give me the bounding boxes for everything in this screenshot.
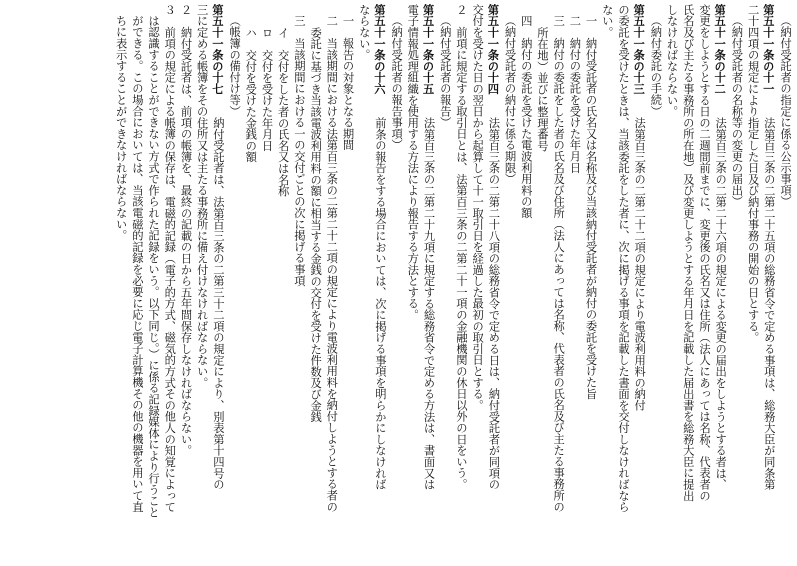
- text-line: ならない。: [357, 4, 371, 61]
- text-line: しなければならない。: [665, 4, 679, 117]
- text-line: ない。: [600, 4, 614, 38]
- article-heading: 第五十一条の十三: [632, 4, 647, 95]
- text-line: 電子情報処理組織を使用する方法により報告する方法とする。: [406, 4, 420, 321]
- text-line: ２ 前項に規定する取引日とは、法第百三条の二第二十一項の金融機関の休日以外の日をいう。: [454, 4, 468, 490]
- text-line: （納付受託者の名称等の変更の届出）: [730, 15, 744, 208]
- article-text: 前条の報告をする場合においては、次に掲げる事項を明らかにしなければ: [373, 117, 387, 490]
- article-line: [420, 4, 436, 560]
- text-line: ２ 納付受託者は、前項の帳簿を、最終の記載の日から五年間保存しなければならない。: [179, 4, 193, 456]
- text-line: 所在地）並びに整理番号: [535, 26, 549, 151]
- text-line: ができる。この場合においては、当該電磁的記録を必要に応じ電子計算機その他の機器を用いて直: [130, 15, 144, 513]
- text-line: 三に定める帳簿をその住所又は主たる事務所に備え付けなければならない。: [195, 4, 209, 389]
- text-line: 一 報告の対象となる期間: [341, 15, 355, 151]
- text-line: 委託に基づき当該電波利用料の額に相当する金銭の交付を受けた件数及び金銭: [309, 26, 323, 423]
- text-line: 三 当該期間における一の交付ごとの次に掲げる事項: [292, 15, 306, 287]
- text-line: イ 交付をした者の氏名又は名称: [276, 26, 290, 197]
- text-line: 二 当該期間における法第百三条の二第二十二項の規定により電波利用料を納付しようとする者の: [325, 15, 339, 513]
- text-line: （納付委託の手続）: [649, 15, 663, 117]
- article-text: 法第百三条の二第二十六項の規定による変更の届出をしようとする者は、: [714, 117, 728, 490]
- article-text: 納付受託者は、法第百三条の二第三十二項の規定により、別表第十四号の: [211, 117, 225, 490]
- text-line: （納付受託者の報告）: [438, 15, 452, 129]
- article-heading: 第五十一条の十六: [372, 4, 387, 95]
- text-line: は認識することができない方式で作られた記録をいう。以下同じ。）に係る記録媒体により行うこと: [147, 15, 161, 519]
- article-text: 法第百三条の二第二十五項の総務省令で定める事項は、総務大臣が同条第: [762, 117, 776, 490]
- text-line: 変更をしようとする日の二週間前までに、変更後の氏名又は住所（法人にあっては名称、代表者の: [697, 4, 711, 502]
- article-line: [372, 4, 388, 560]
- text-line: ちに表示することができなければならない。: [114, 15, 128, 242]
- article-line: [210, 4, 226, 560]
- article-heading: 第五十一条の十一: [761, 4, 776, 95]
- article-line: [761, 4, 777, 560]
- text-line: 三 納付の委託をした者の氏名及び住所（法人にあっては名称、代表者の氏名及び主たる事務所の: [552, 15, 566, 513]
- article-line: [631, 4, 647, 560]
- article-heading: 第五十一条の十五: [421, 4, 436, 95]
- text-line: の委託を受けたときは、当該委託をした者に、次に掲げる事項を記載した書面を交付しなければなら: [616, 4, 630, 513]
- text-line: ３ 前項の規定による帳簿の保存は、電磁的記録（電子的方式、磁気的方式その他人の知覚によって: [163, 4, 177, 513]
- article-text: 法第百三条の二第二十八項の総務省令で定める日は、納付受託者が同項の: [487, 117, 501, 490]
- article-line: [712, 4, 728, 560]
- text-line: （納付受託者の納付に係る期限）: [503, 15, 517, 185]
- article-heading: 第五十一条の十四: [486, 4, 501, 95]
- article-text: 法第百三条の二第二十二項の規定により電波利用料の納付: [633, 117, 647, 411]
- article-text: 法第百三条の二第二十九項に規定する総務省令で定める方法は、書面又は: [422, 117, 436, 490]
- text-line: ロ 交付を受けた年月日: [260, 26, 274, 151]
- article-line: [485, 4, 501, 560]
- text-line: 交付を受けた日の翌日から起算して十一取引日を経過した最初の取引日とする。: [471, 4, 485, 411]
- text-line: （納付受託者の報告事項）: [390, 15, 404, 151]
- text-line: 二十四項の規定により指定した日及び納付事務の開始の日とする。: [746, 4, 760, 343]
- text-line: ハ 交付を受けた金銭の額: [244, 26, 258, 163]
- text-line: （帳簿の備付け等）: [228, 15, 242, 117]
- text-line: 氏名及び主たる事務所の所在地）及び変更しようとする年月日を記載した届出書を総務大臣に提出: [681, 4, 695, 502]
- text-line: （納付受託者の指定に係る公示事項）: [779, 15, 792, 208]
- article-heading: 第五十一条の十七: [210, 4, 225, 95]
- text-line: 四 納付の委託を受けた電波利用料の額: [519, 15, 533, 219]
- text-line: 二 納付の委託を受けた年月日: [568, 15, 582, 174]
- regulation-text: [4, 4, 793, 560]
- text-line: 一 納付受託者の氏名又は名称及び当該納付受託者が納付の委託を受けた旨: [584, 15, 598, 400]
- article-heading: 第五十一条の十二: [713, 4, 728, 95]
